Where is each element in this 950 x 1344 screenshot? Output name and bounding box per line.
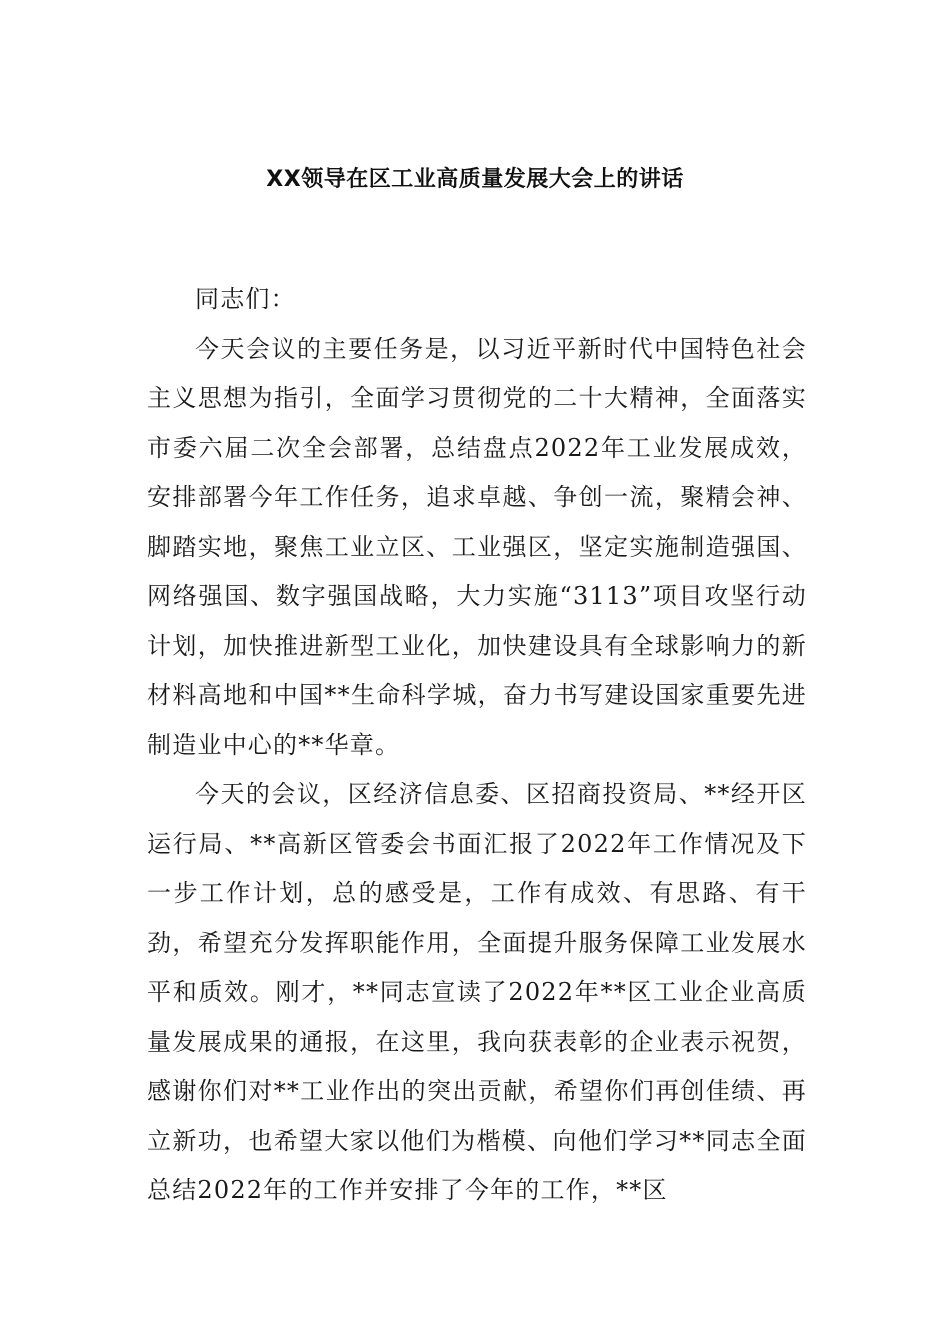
paragraph: 今天会议的主要任务是，以习近平新时代中国特色社会主义思想为指引，全面学习贯彻党的二十大精神，全面落实市委六届二次全会部署，总结盘点2022年工业发展成效，安排部署今年工作任务，追求卓越、争创一流，聚精会神、脚踏实地，聚焦工业立区、工业强区，坚定实施制造强国、网络强国、数字强国战略，大力实施“3113”项目攻坚行动计划，加快推进新型工业化，加快建设具有全球影响力的新材料高地和中国**生命科学城，奋力书写建设国家重要先进制造业中心的**华章。: [147, 334, 807, 759]
document-title: XX领导在区工业高质量发展大会上的讲话: [266, 167, 684, 192]
salutation: 同志们：: [195, 285, 296, 313]
paragraph: 今天的会议，区经济信息委、区招商投资局、**经开区运行局、**高新区管委会书面汇报了2022年工作情况及下一步工作计划，总的感受是，工作有成效、有思路、有干劲，希望充分发挥职能作用，全面提升服务保障工业发展水平和质效。刚才，**同志宣读了2022年**区工业企业高质量发展成果的通报，在这里，我向获表彰的企业表示祝贺，感谢你们对**工业作出的突出贡献，希望你们再创佳绩、再立新功，也希望大家以他们为楷模、向他们学习**同志全面总结2022年的工作并安排了今年的工作，**区: [147, 780, 807, 1204]
document-body: [147, 275, 807, 1216]
